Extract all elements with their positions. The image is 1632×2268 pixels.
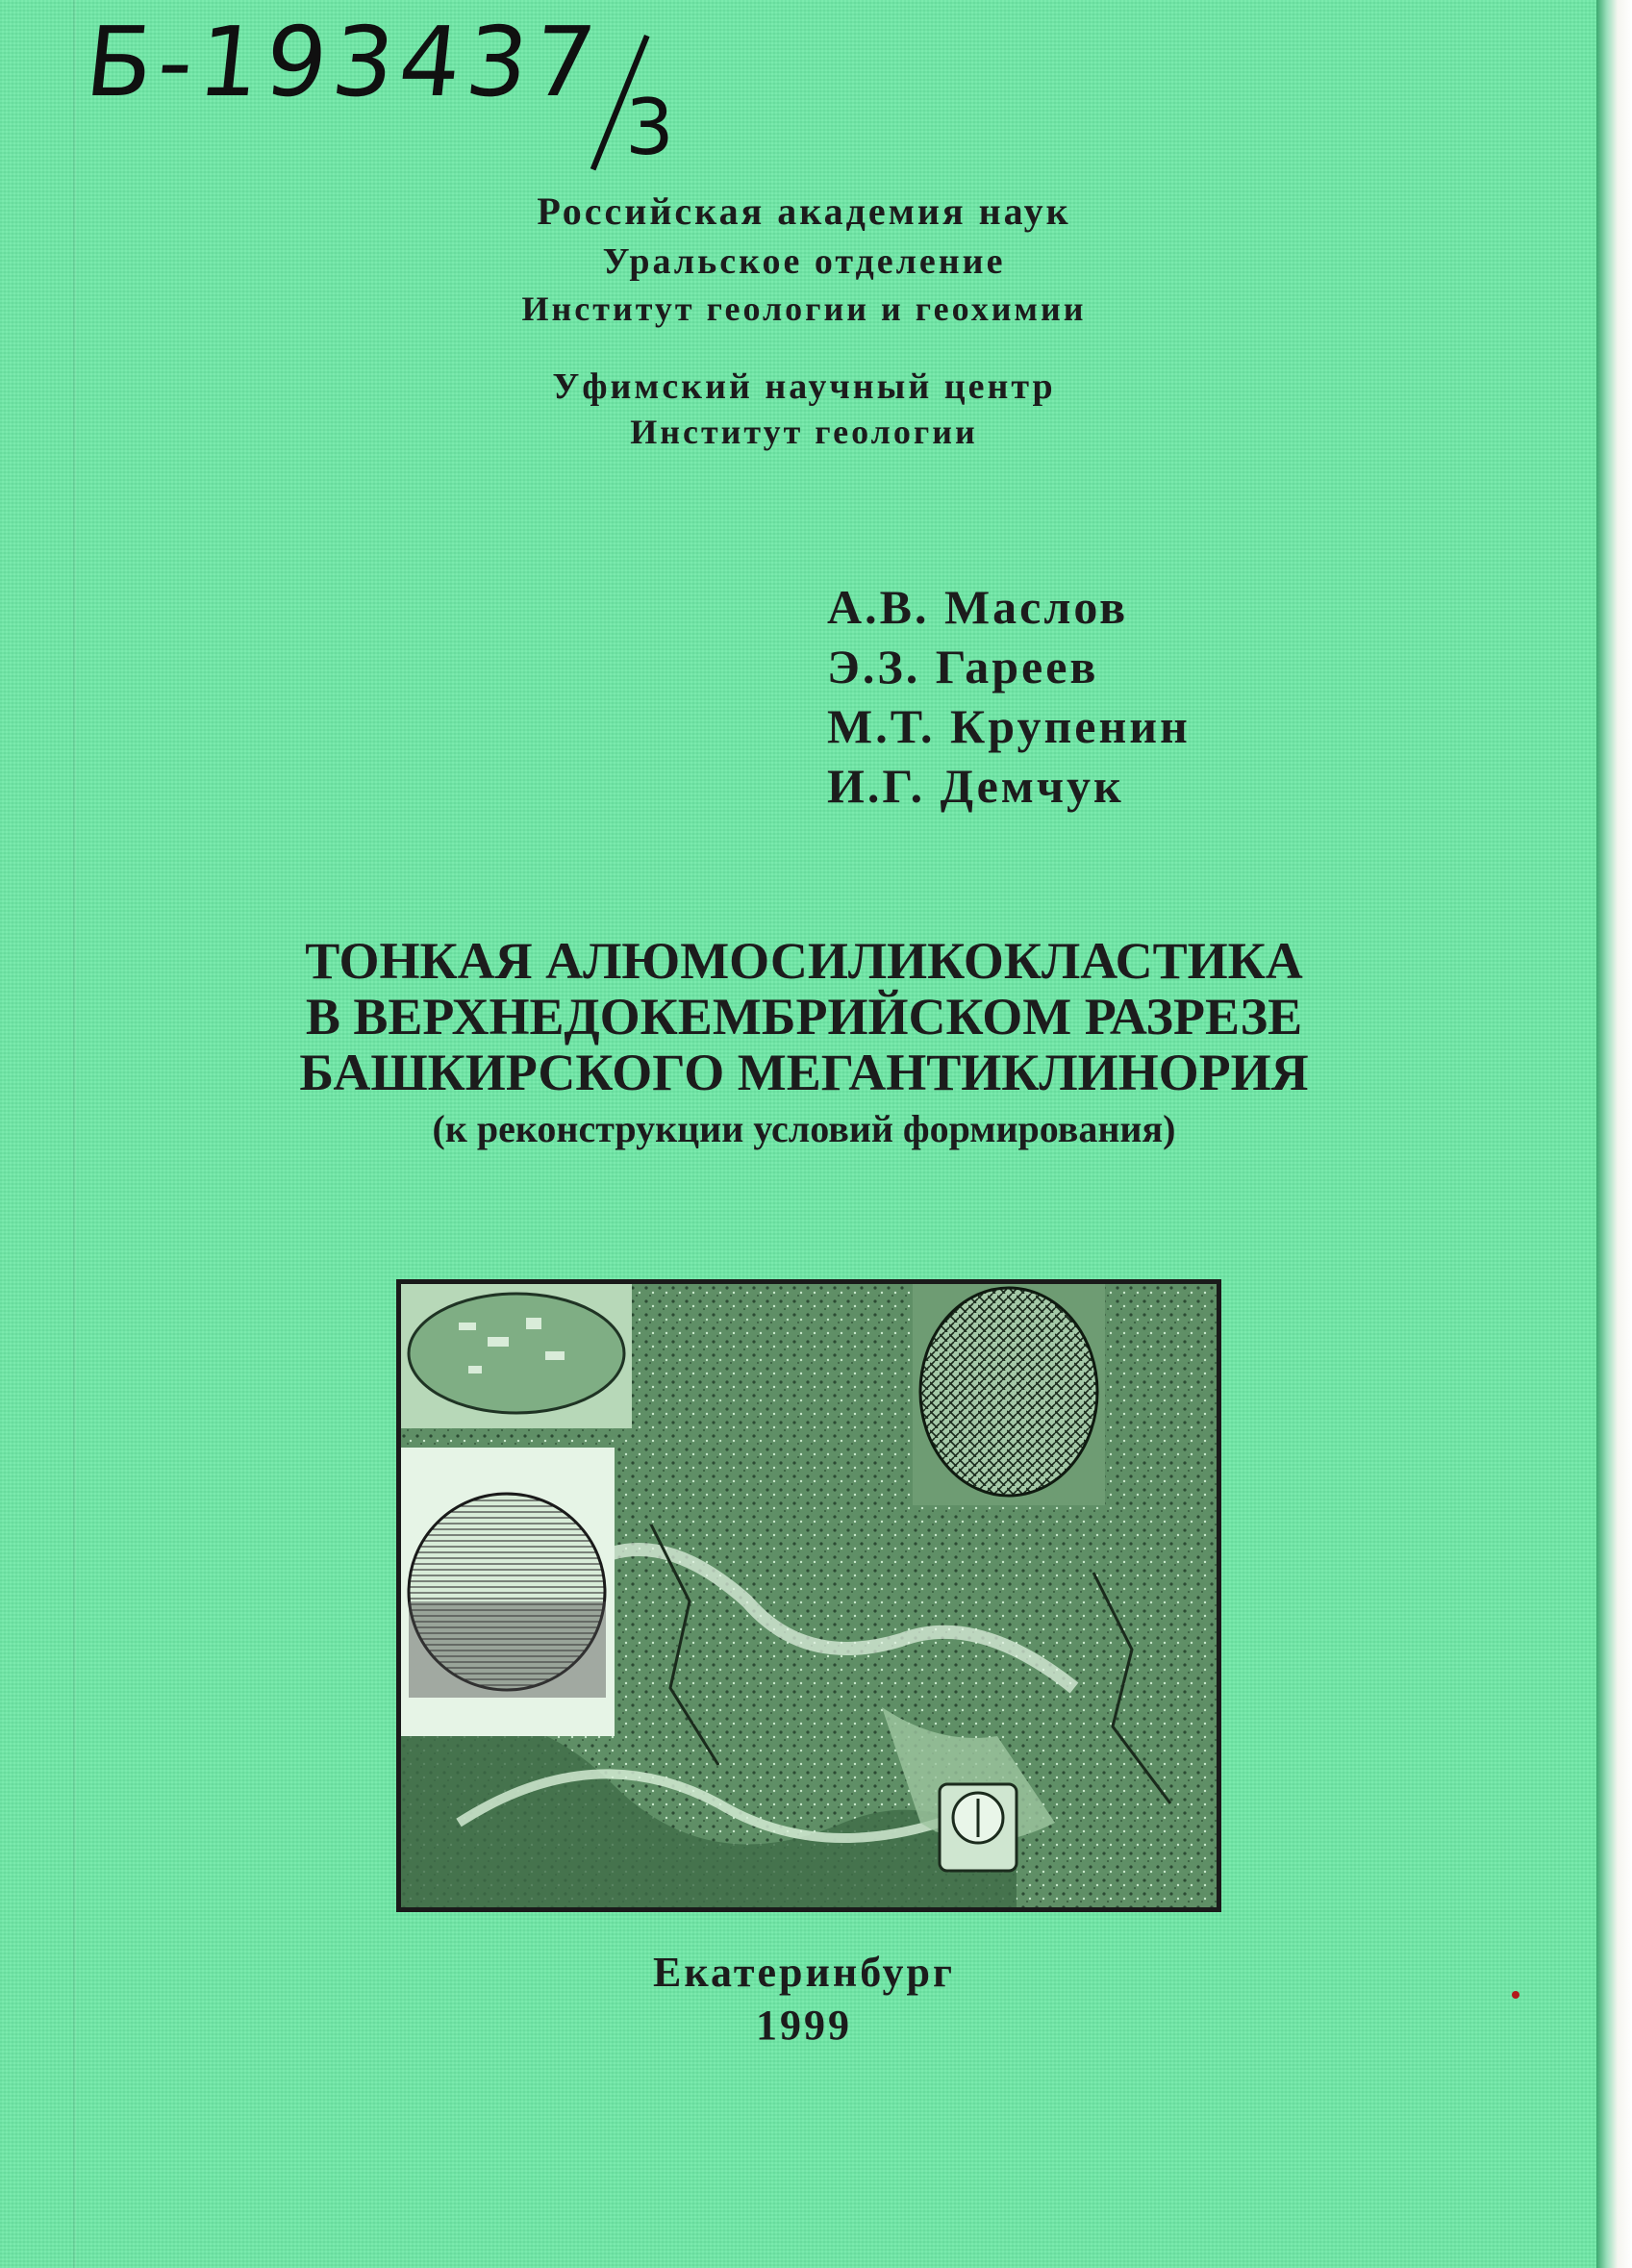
institution-center: Уфимский научный центр bbox=[552, 366, 1056, 407]
institution-academy: Российская академия наук bbox=[537, 189, 1071, 233]
book-subtitle: (к реконструкции условий формирования) bbox=[432, 1107, 1176, 1150]
book-title bbox=[0, 933, 1608, 1154]
stamp-volume: 3 bbox=[625, 83, 674, 172]
title-line-2: В ВЕРХНЕДОКЕМБРИЙСКОМ РАЗРЕЗЕ bbox=[305, 988, 1303, 1046]
author-name: И.Г. Демчук bbox=[827, 759, 1124, 813]
publication-city: Екатеринбург bbox=[653, 1949, 955, 1996]
institution-institute: Институт геологии и геохимии bbox=[521, 290, 1087, 328]
title-line-1: ТОНКАЯ АЛЮМОСИЛИКОКЛАСТИКА bbox=[305, 932, 1303, 990]
institution-institute-2: Институт геологии bbox=[630, 413, 978, 451]
stamp-number: Б-193437 bbox=[80, 6, 607, 118]
author-name: А.В. Маслов bbox=[827, 580, 1129, 634]
title-line-3: БАШКИРСКОГО МЕГАНТИКЛИНОРИЯ bbox=[299, 1044, 1309, 1101]
institution-branch: Уральское отделение bbox=[602, 241, 1006, 282]
author-list bbox=[827, 577, 1191, 816]
ink-mark bbox=[1512, 1991, 1519, 1999]
author-name: Э.З. Гареев bbox=[827, 640, 1099, 693]
author-name: М.Т. Крупенин bbox=[827, 699, 1191, 753]
publication-year: 1999 bbox=[756, 2002, 852, 2049]
library-stamp bbox=[80, 6, 741, 198]
cover-collage-image bbox=[396, 1279, 1221, 1912]
